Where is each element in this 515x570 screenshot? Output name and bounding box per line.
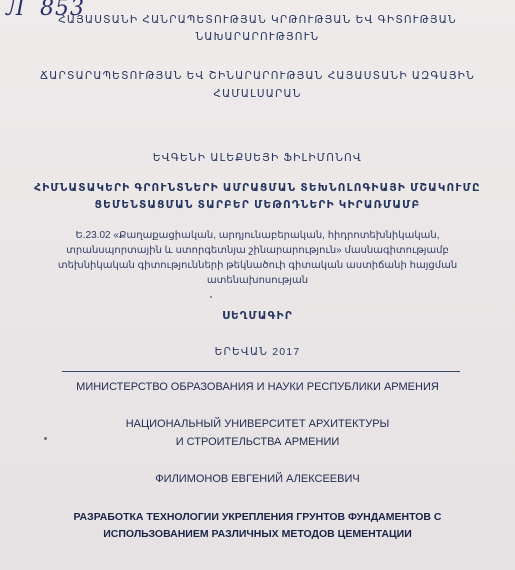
place-year-armenian: ԵՐԵՎԱՆ 2017 [214, 346, 301, 358]
author-armenian: ԵՎԳԵՆԻ ԱԼԵՔՍԵՅԻ ՖԻԼԻՄՈՆՈՎ [152, 152, 363, 164]
abstract-label-armenian: ՍԵՂՄԱԳԻՐ [222, 310, 293, 322]
scan-speck [44, 437, 47, 440]
handwritten-letter: Л [6, 0, 26, 21]
specialty-armenian-line4: ատենախոսության [206, 275, 309, 286]
specialty-armenian-line1: Ե.23.02 «Քաղաքացիական, արդյունաբերական, հիդրոտեխնիկական, [75, 230, 440, 241]
title-armenian-line2: ՑԵՄԵՆՏԱՑՄԱՆ ՏԱՐԲԵՐ ՄԵԹՈԴՆԵՐԻ ԿԻՐԱՌՄԱՄԲ [94, 199, 421, 211]
specialty-armenian-line2: տրանսպորտային և ստորգետնյա շինարարություն» մասնագիտությամբ [66, 245, 449, 256]
university-armenian-line1: ՃԱՐՏԱՐԱՊԵՏՈՒԹՅԱՆ ԵՎ ՇԻՆԱՐԱՐՈՒԹՅԱՆ ՀԱՅԱՍՏԱՆԻ ԱԶԳԱՅԻՆ [40, 70, 475, 82]
ministry-russian: МИНИСТЕРСТВО ОБРАЗОВАНИЯ И НАУКИ РЕСПУБЛИКИ АРМЕНИЯ [76, 381, 439, 393]
title-armenian-line1: ՀԻՄՆԱՏԱԿԵՐԻ ԳՐՈՒՆՏՆԵՐԻ ԱՄՐԱՑՄԱՆ ՏԵԽՆՈԼՈԳԻԱՅԻ ՄՇԱԿՈՒՄԸ [34, 182, 481, 194]
specialty-armenian-line3: տեխնիկական գիտությունների թեկնածուի գիտական աստիճանի հայցման [57, 260, 458, 271]
section-divider [62, 371, 460, 372]
ministry-armenian-line2: ՆԱԽԱՐԱՐՈՒԹՅՈՒՆ [195, 31, 320, 43]
handwritten-number: 853 [40, 0, 85, 21]
university-russian-line2: И СТРОИТЕЛЬСТВА АРМЕНИИ [175, 436, 340, 448]
title-russian-line1: РАЗРАБОТКА ТЕХНОЛОГИИ УКРЕПЛЕНИЯ ГРУНТОВ ФУНДАМЕНТОВ С [73, 511, 442, 523]
ministry-armenian-line1: ՀԱՅԱՍՏԱՆԻ ՀԱՆՐԱՊԵՏՈՒԹՅԱՆ ԿՐԹՈՒԹՅԱՆ ԵՎ ԳԻՏՈՒԹՅԱՆ [58, 14, 457, 26]
title-russian-line2: ИСПОЛЬЗОВАНИЕМ РАЗЛИЧНЫХ МЕТОДОВ ЦЕМЕНТАЦИИ [103, 528, 412, 540]
scan-speck [210, 296, 212, 298]
author-russian: ФИЛИМОНОВ ЕВГЕНИЙ АЛЕКСЕЕВИЧ [155, 473, 360, 485]
university-armenian-line2: ՀԱՄԱԼՍԱՐԱՆ [213, 88, 302, 100]
university-russian-line1: НАЦИОНАЛЬНЫЙ УНИВЕРСИТЕТ АРХИТЕКТУРЫ [125, 418, 390, 430]
